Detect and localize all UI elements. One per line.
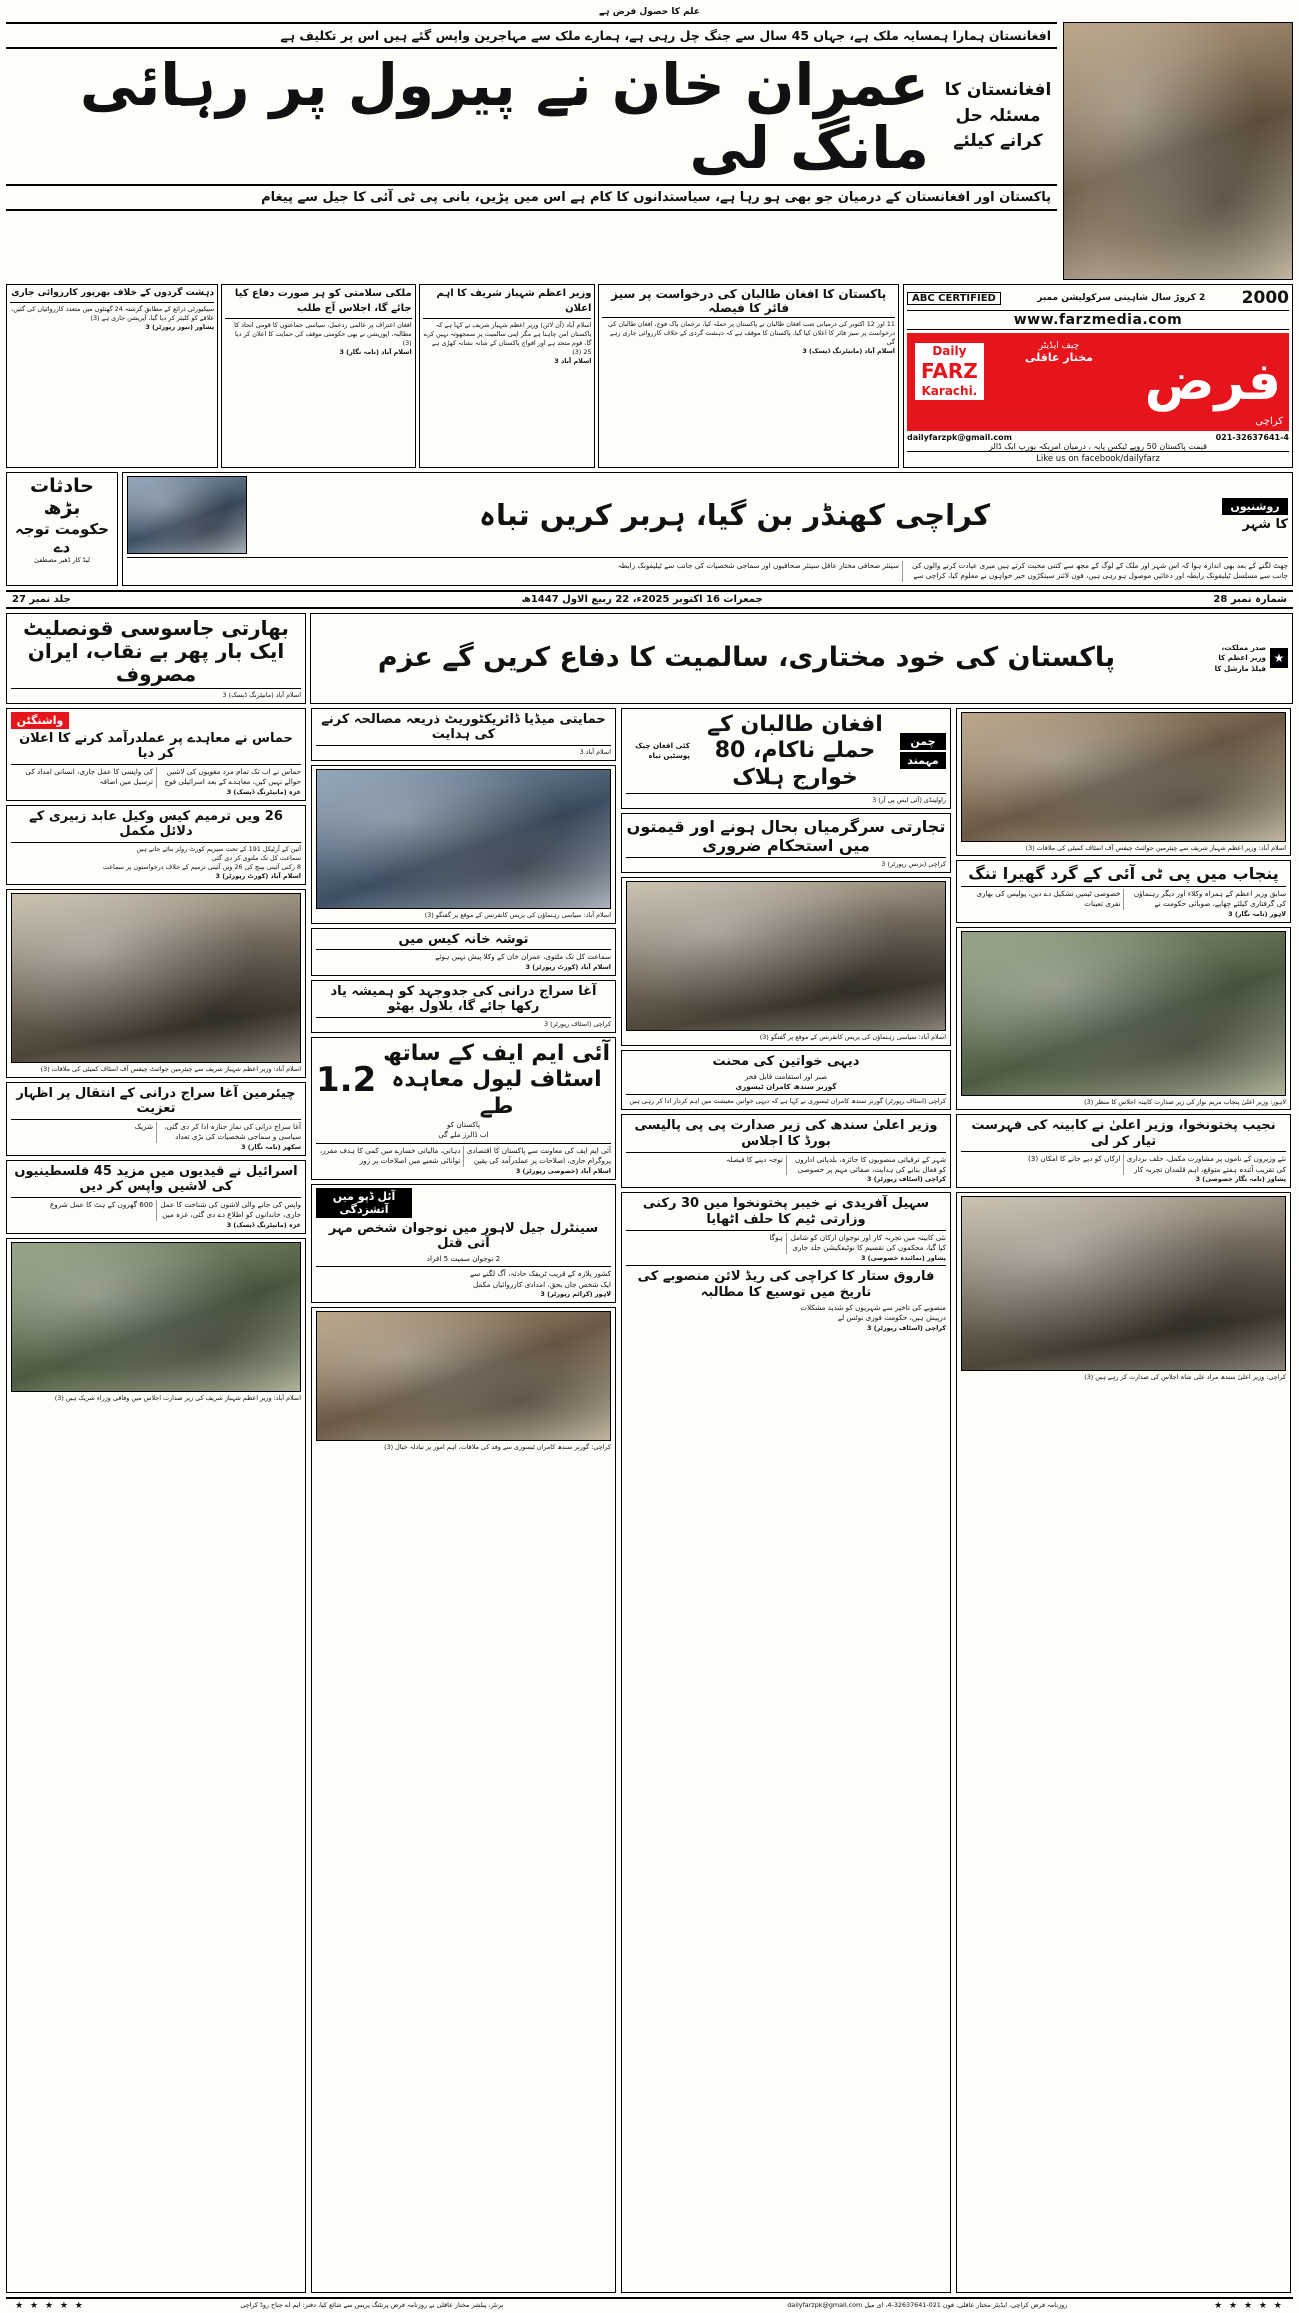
photo-block-3 bbox=[311, 765, 616, 924]
bilawal-headline: آغا سراج درانی کی جدوجہد کو ہمیشہ یاد رکھا جائے گا، بلاول بھٹو bbox=[330, 983, 597, 1015]
top-slogan: علم کا حصول فرض ہے bbox=[599, 7, 700, 17]
photo-block-4 bbox=[311, 1307, 616, 2293]
article-dehi bbox=[621, 1050, 951, 1110]
kp-cabinet-body: نئے وزیروں کے ناموں پر مشاورت مکمل، حلف برداری کی تقریب آئندہ ہفتے متوقع، اہم قلمدان تجربہ کار ارکان کو دیے جانے کا امکان (3) bbox=[1027, 1154, 1286, 1174]
israel-byline: غزہ (مانیٹرنگ ڈیسک) 3 bbox=[226, 1220, 301, 1229]
editor-name: مختار عاقلی bbox=[1025, 351, 1093, 364]
afridi-headline: سہیل آفریدی نے خیبر پختونخوا میں 30 رکنی وزارتی ٹیم کا حلف اٹھایا bbox=[642, 1196, 930, 1228]
accidents-sub: حکومت توجہ دے bbox=[15, 519, 109, 556]
top-brief-2 bbox=[419, 284, 596, 468]
karachi-lead-photo bbox=[127, 476, 247, 554]
article-israel bbox=[6, 1160, 306, 1234]
stability-byline: کراچی (بزنس رپورٹر) 3 bbox=[881, 860, 946, 869]
article-sindh-ppp bbox=[621, 1114, 951, 1188]
court26-byline: اسلام آباد (کورٹ رپورٹر) 3 bbox=[215, 871, 301, 880]
editor-label: چیف ایڈیٹر bbox=[1038, 341, 1080, 351]
gov-meet-byline: اسلام آباد 3 bbox=[579, 748, 611, 757]
top-brief-2-headline: وزیر اعظم شہباز شریف کا اہم اعلان bbox=[436, 288, 592, 314]
hamas-section-tag: واشنگٹن bbox=[11, 712, 69, 729]
article-psl bbox=[956, 860, 1291, 922]
lead-subhead: پاکستان اور افغانستان کے درمیان جو بھی ہو رہا ہے، سیاستدانوں کا کام ہے اس میں پڑیں، بانی پی ٹی آئی کا جیل سے پیغام bbox=[6, 184, 1057, 211]
price-line: قیمت پاکستان 50 روپے ٹیکس پایہ ، درمیان امریکہ یورپ ایک ڈالر bbox=[989, 442, 1207, 451]
top-brief-1-headline: پاکستان کا افغان طالبان کی درخواست پر سیز فائر کا فیصلہ bbox=[611, 287, 887, 315]
photo-cabinet-meeting bbox=[961, 931, 1286, 1096]
court26-bullet-2: سماعت کل تک ملتوی کر دی گئی bbox=[211, 854, 301, 863]
sovereignty-headline: پاکستان کی خود مختاری، سالمیت کا دفاع کریں گے عزم bbox=[377, 642, 1116, 674]
article-chairman bbox=[6, 1082, 306, 1156]
lead-side-line-2: مسئلہ حل bbox=[955, 105, 1041, 126]
masthead-nameplate bbox=[903, 284, 1293, 468]
hamas-byline: غزہ (مانیٹرنگ ڈیسک) 3 bbox=[226, 787, 301, 796]
lead-headline: عمران خان نے پیرول پر رہائی مانگ لی bbox=[79, 51, 929, 182]
article-bilawal bbox=[311, 980, 616, 1033]
toshakhana-headline: توشہ خانہ کیس میں bbox=[398, 931, 529, 947]
lead-kicker: افغانستان ہمارا ہمسایہ ملک ہے، جہاں 45 سال سے جنگ چل رہی ہے، ہمارے ملک سے مہاجرین واپس گئے ہیں اس پر تکلیف ہے bbox=[6, 22, 1057, 49]
top-brief-1 bbox=[598, 284, 899, 468]
farooq-headline: فاروق ستار کا کراچی کی ریڈ لائن منصوبے کی تاریخ میں توسیع کا مطالبہ bbox=[637, 1269, 935, 1301]
karachi-body: چھٹ لگنے کے بعد بھی اندازہ ہوا کہ اس شہر اور ملک کے لوگ کے مجھ سے کتنی محبت کرتے ہیں میری عیادت کرنے والوں کی جانب سے مسلسل ٹیلیفونک رابطہ اور دعائیں موصول ہو رہی ہیں، فون لائنز سینکڑوں خیر خواہوں نے معلوم کیا، کراچی سے سینئر صحافی مختار عاقل سینئر صحافیوں اور سماجی شخصیات کی جانب سے ٹیلیفونک رابطہ bbox=[617, 561, 1288, 581]
top-brief-4-headline: دہشت گردوں کے خلاف بھرپور کارروائی جاری bbox=[11, 288, 215, 298]
abc-number: 2000 bbox=[1241, 288, 1289, 308]
psl-byline: لاہور (نامہ نگار) 3 bbox=[1228, 909, 1286, 918]
footer-imprint: پرنٹر، پبلشر مختار عاقلی نے روزنامہ فرض پرنٹنگ پریس سے شائع کیا، دفتر: ایم اے جناح روڈ کراچی bbox=[240, 2301, 504, 2310]
photo-handshake bbox=[626, 881, 946, 1031]
footer-imprint-2: روزنامہ فرض کراچی، ایڈیٹر مختار عاقلی، فون 021-32637641-4، ای میل dailyfarzpk@gmail.com bbox=[787, 2301, 1068, 2310]
karachi-headline: کراچی کھنڈر بن گیا، ہربر کریں تباہ bbox=[478, 497, 990, 532]
india-consulate-byline: اسلام آباد (مانیٹرنگ ڈیسک) 3 bbox=[222, 690, 301, 699]
top-briefs bbox=[6, 284, 899, 468]
imf-sub2: اب ڈالرز ملے گی bbox=[438, 1130, 489, 1140]
photo-caption-3: اسلام آباد: سیاسی رہنماؤں کی پریس کانفرنس کے موقع پر گفتگو (3) bbox=[424, 911, 611, 919]
farooq-body: منصوبے کی تاخیر سے شہریوں کو شدید مشکلات درپیش ہیں، حکومت فوری نوٹس لے bbox=[800, 1302, 946, 1323]
photo-pm-meeting bbox=[961, 712, 1286, 842]
photo-block-5 bbox=[621, 877, 951, 1046]
imf-body: آئی ایم ایف کی معاونت سے پاکستان کا اقتصادی پروگرام جاری، اصلاحات پر عملدرآمد کی یقین دہانی، مالیاتی خسارے میں کمی کا ہدف مقرر، توانائی شعبے میں اصلاحات پر زور bbox=[319, 1145, 611, 1166]
bilawal-byline: کراچی (اسٹاف رپورٹر) 3 bbox=[544, 1019, 611, 1028]
dehi-sub: صبر اور استقامت قابل فخر bbox=[744, 1071, 828, 1081]
photo-caption-4: کراچی: گورنر سندھ کامران ٹیسوری سے وفد کی ملاقات، اہم امور پر تبادلہ خیال (3) bbox=[384, 1443, 611, 1452]
photo-block-1 bbox=[6, 889, 306, 1078]
lead-side-line-1: افغانستان کا bbox=[944, 80, 1052, 101]
abc-label: ABC CERTIFIED bbox=[912, 292, 996, 304]
photo-portrait-pair bbox=[316, 1311, 611, 1441]
photo-block-6 bbox=[956, 708, 1291, 857]
lead-photo-imran-khan bbox=[1063, 22, 1293, 280]
jail-murder-body: کشور پلازہ کے قریب ٹریفک حادثہ، آگ لگنے سے ایک شخص جاں بحق، امدادی کارروائیاں مکمل bbox=[470, 1269, 611, 1289]
sovereignty-band bbox=[6, 613, 1293, 704]
photo-meeting-2 bbox=[11, 1242, 301, 1392]
dehi-headline: دیہی خواتین کی محنت bbox=[712, 1053, 860, 1069]
farooq-byline: کراچی (اسٹاف رپورٹر) 3 bbox=[867, 1323, 946, 1332]
kp-cabinet-headline: نجیب پختونخوا، وزیر اعلیٰ نے کابینہ کی فہرست تیار کر لی bbox=[971, 1118, 1276, 1149]
afridi-byline: پشاور (نمائندہ خصوصی) 3 bbox=[860, 1253, 946, 1262]
photo-block-7 bbox=[956, 927, 1291, 1111]
psl-body: سابق وزیر اعظم کے ہمراہ وکلاء اور دیگر رہنماؤں کی گرفتاری کیلئے چھاپے، صوبائی حکومت نے خصوصی ٹیمیں تشکیل دے دیں، پولیس کی بھاری نفری تعینات bbox=[976, 888, 1286, 909]
page-footer bbox=[6, 2299, 1293, 2313]
date-bar bbox=[6, 590, 1293, 609]
afghan-80-sub-2: پوسٹیں تباہ bbox=[648, 751, 690, 761]
title-ur: فرض bbox=[1144, 352, 1281, 412]
top-brief-4-body: سیکیورٹی ذرائع کے مطابق گزشتہ 24 گھنٹوں میں متعدد کارروائیاں کی گئیں، علاقے کو کلیئر کر دیا گیا، آپریشن جاری ہے (3) bbox=[11, 305, 215, 323]
article-kp-cabinet bbox=[956, 1114, 1291, 1188]
sovereignty-box bbox=[310, 613, 1293, 704]
contact-phone: 021-32637641-4 bbox=[1215, 433, 1289, 442]
court26-bullet-3: 8 رکنی آئینی بینچ کی 26 ویں آئینی ترمیم کے خلاف درخواستوں پر سماعت bbox=[102, 863, 301, 871]
accidents-box bbox=[6, 472, 118, 586]
accidents-headline: حادثات بڑھ bbox=[30, 475, 94, 519]
dehi-body: کراچی (اسٹاف رپورٹر) گورنر سندھ کامران ٹیسوری نے کہا ہے کہ دیہی خواتین معیشت میں اہم کردار ادا کر رہی ہیں bbox=[629, 1097, 946, 1106]
dehi-byline: گورنر سندھ کامران ٹیسوری bbox=[735, 1082, 837, 1091]
karachi-kicker-2: کا شہر bbox=[1242, 517, 1288, 532]
lead-story bbox=[6, 22, 1293, 280]
top-brief-3-headline: ملکی سلامتی کو ہر صورت دفاع کیا جائے گا، اجلاس آج طلب bbox=[234, 288, 412, 314]
contact-email[interactable]: dailyfarzpk@gmail.com bbox=[907, 433, 1012, 442]
chairman-body: آغا سراج درانی کی نماز جنازہ ادا کر دی گئی، سیاسی و سماجی شخصیات کی بڑی تعداد شریک bbox=[134, 1121, 301, 1142]
court26-headline: 26 ویں ترمیم کیس وکیل عابد زبیری کے دلائل مکمل bbox=[29, 808, 283, 840]
sindh-ppp-body: شہر کے ترقیاتی منصوبوں کا جائزہ، بلدیاتی اداروں کو فعال بنانے کی ہدایت، صفائی مہم پر خصوصی توجہ دینے کا فیصلہ bbox=[726, 1154, 946, 1175]
column-1 bbox=[6, 708, 306, 2293]
facebook-link[interactable]: Like us on facebook/dailyfarz bbox=[907, 451, 1289, 464]
photo-caption-7: لاہور: وزیر اعلیٰ پنجاب مریم نواز کی زیر صدارت کابینہ اجلاس کا منظر (3) bbox=[1084, 1097, 1286, 1106]
imf-headline: آئی ایم ایف کے ساتھ اسٹاف لیول معاہدہ طے bbox=[383, 1040, 611, 1119]
nameplate-footer bbox=[907, 431, 1289, 442]
israel-headline: اسرائیل نے قیدیوں میں مزید 45 فلسطینیوں کی لاشیں واپس کر دیں bbox=[14, 1163, 298, 1195]
article-hamas bbox=[6, 708, 306, 801]
abc-badge bbox=[907, 292, 1001, 305]
afghan-80-sub-1: کئی افغان چیک bbox=[635, 740, 690, 750]
article-afghan-80 bbox=[621, 708, 951, 809]
editor-block bbox=[1025, 341, 1093, 364]
photo-caption-2: اسلام آباد: وزیر اعظم شہباز شریف کی زیر صدارت اجلاس میں وفاقی وزراء شریک ہیں (3) bbox=[54, 1393, 301, 1402]
masthead-logo-en bbox=[915, 343, 984, 400]
article-stability bbox=[621, 813, 951, 873]
title-en: FARZ bbox=[921, 359, 978, 383]
jail-murder-sub: 2 نوجوان سمیت 5 افراد bbox=[426, 1253, 501, 1263]
photo-sindh-meeting bbox=[961, 1196, 1286, 1371]
stability-headline: تجارتی سرگرمیاں بحال ہونے اور قیمتوں میں استحکام ضروری bbox=[626, 816, 946, 856]
gov-meet-headline: حمایتی میڈیا ڈائریکٹوریٹ ذریعہ مصالحہ کرنے کی ہدایت bbox=[321, 711, 606, 743]
sovereignty-tags bbox=[1182, 643, 1266, 674]
jail-murder-headline: سینٹرل جیل لاہور میں نوجوان شخص مہر آتی قتل bbox=[328, 1220, 599, 1252]
afridi-body: نئی کابینہ میں تجربہ کار اور نوجوان ارکان کو شامل کیا گیا، محکموں کی تقسیم کا نوٹیفکیشن جلد جاری ہوگا bbox=[769, 1232, 946, 1253]
afghan-80-headline: افغان طالبان کے حملے ناکام، 80 خوارج ہلاک bbox=[707, 711, 883, 790]
india-consulate-headline: بھارتی جاسوسی قونصلیٹ ایک بار پھر بے نقاب، ایران مصروف bbox=[23, 615, 289, 686]
toshakhana-sub: سماعت کل تک ملتوی، عمران خان کے وکلا پیش نہیں ہوئے bbox=[435, 952, 611, 962]
nameplate-row bbox=[6, 284, 1293, 468]
sindh-ppp-byline: کراچی (اسٹاف رپورٹر) 3 bbox=[867, 1175, 946, 1184]
daily-label: Daily bbox=[932, 344, 967, 358]
psl-headline: پنجاب میں پی ٹی آئی کے گرد گھیرا تنگ bbox=[968, 864, 1279, 884]
column-3 bbox=[621, 708, 951, 2293]
column-4 bbox=[956, 708, 1291, 2293]
israel-body: واپس کی جانے والی لاشوں کی شناخت کا عمل جاری، خاندانوں کو اطلاع دے دی گئی، غزہ میں 600 گھروں کے ہٹ کا عمل شروع bbox=[49, 1199, 301, 1220]
footer-stars: ★ ★ ★ ★ ★ bbox=[15, 2300, 85, 2311]
top-brief-3-body: افغان اعتراف پر عالمی ردعمل، سیاسی جماعتوں کا قومی اتحاد کا مطالبہ، اپوزیشن نے بھی حکومتی موقف کی حمایت کا اعلان کر دیا (3) bbox=[234, 321, 412, 347]
article-jail-murder bbox=[311, 1184, 616, 1303]
city-ur: کراچی bbox=[1255, 416, 1283, 427]
article-imf bbox=[311, 1037, 616, 1180]
top-brief-4 bbox=[6, 284, 218, 468]
hamas-headline: حماس نے معاہدے پر عملدرآمد کرنے کا اعلان کر دیا bbox=[19, 730, 293, 762]
photo-caption-6: اسلام آباد: وزیر اعظم شہباز شریف سے چیئرمین جوائنٹ چیفس آف اسٹاف کمیٹی کی ملاقات (3) bbox=[1025, 843, 1286, 852]
lead-side-line-3: کرانے کیلئے bbox=[953, 131, 1043, 152]
article-afridi bbox=[621, 1192, 951, 2292]
india-consulate-box bbox=[6, 613, 306, 704]
top-brief-1-byline: اسلام آباد (مانیٹرنگ ڈیسک) 3 bbox=[802, 346, 895, 355]
sindh-ppp-headline: وزیر اعلیٰ سندھ کی زیر صدارت پی پی پالیسی بورڈ کا اجلاس bbox=[634, 1118, 938, 1149]
photo-caption-8: کراچی: وزیر اعلیٰ سندھ مراد علی شاہ اجلاس کی صدارت کر رہے ہیں (3) bbox=[1084, 1373, 1286, 1382]
volume-number: جلد نمبر 27 bbox=[12, 593, 71, 605]
hamas-body: حماس نے اب تک تمام مرد مغویوں کی لاشیں حوالے نہیں کیں، معاہدے کے بعد اسرائیلی فوج کی واپسی کا عمل جاری، انسانی امداد کی ترسیل میں اضافہ bbox=[25, 767, 301, 787]
photo-block-2 bbox=[6, 1238, 306, 2293]
kp-cabinet-byline: پشاور (نامہ نگار خصوصی) 3 bbox=[1195, 1175, 1286, 1184]
column-2 bbox=[311, 708, 616, 2293]
jail-murder-byline: لاہور (کرائم رپورٹر) 3 bbox=[540, 1290, 611, 1299]
article-court26 bbox=[6, 805, 306, 885]
photo-block-8 bbox=[956, 1192, 1291, 2293]
imf-byline: اسلام آباد (خصوصی رپورٹر) 3 bbox=[515, 1166, 611, 1175]
karachi-kicker-1: روشنیوں bbox=[1222, 498, 1288, 515]
top-brief-2-body: اسلام آباد (آن لائن) وزیر اعظم شہباز شریف نے کہا ہے کہ پاکستان امن چاہتا ہے مگر اپنی سالمیت پر سمجھوتہ نہیں کرے گا، قوم متحد ہے اور افواج پاکستان کے شانہ بشانہ کھڑی ہے 25 (3) bbox=[423, 321, 592, 356]
afghan-80-byline: راولپنڈی (آئی ایس پی آر) 3 bbox=[872, 796, 946, 805]
footer-stars-2: ★ ★ ★ ★ ★ bbox=[1214, 2300, 1284, 2311]
afghan-80-tag-2: مہمند bbox=[900, 752, 946, 769]
imf-sub: پاکستان کو bbox=[446, 1119, 481, 1129]
issue-date: جمعرات 16 اکتوبر 2025ء، 22 ربیع الاول 1447ھ bbox=[521, 593, 763, 605]
website-url[interactable]: www.farzmedia.com bbox=[907, 311, 1289, 330]
top-brief-4-byline: پشاور (نیوز رپورٹر) 3 bbox=[145, 322, 215, 331]
issue-number: شمارہ نمبر 28 bbox=[1213, 593, 1287, 605]
top-brief-2-byline: اسلام آباد 3 bbox=[554, 356, 592, 365]
sovereignty-tag-1: صدر مملکت، bbox=[1221, 642, 1266, 652]
top-brief-3-byline: اسلام آباد (نامہ نگار) 3 bbox=[339, 347, 412, 356]
photo-caption-5: اسلام آباد: سیاسی رہنماؤں کی پریس کانفرنس کے موقع پر گفتگو (3) bbox=[759, 1033, 946, 1042]
abc-bar bbox=[907, 288, 1289, 311]
masthead-logo bbox=[907, 333, 1289, 431]
photo-press-conference bbox=[316, 769, 611, 909]
abc-circulation-line: 2 کروڑ سال شاہینی سرکولیشن ممبر bbox=[1037, 293, 1206, 303]
toshakhana-byline: اسلام آباد (کورٹ رپورٹر) 3 bbox=[525, 962, 611, 971]
karachi-lead bbox=[122, 472, 1293, 586]
photo-caption-1: اسلام آباد: وزیر اعظم شہباز شریف سے چیئرمین جوائنٹ چیفس آف اسٹاف کمیٹی کی ملاقات (3) bbox=[40, 1064, 301, 1073]
article-gov-meet bbox=[311, 708, 616, 761]
article-toshakhana bbox=[311, 928, 616, 976]
top-brief-3 bbox=[221, 284, 415, 468]
photo-meeting-1 bbox=[11, 893, 301, 1063]
city-en: Karachi. bbox=[921, 384, 978, 398]
afghan-80-tag-1: چمن bbox=[900, 733, 946, 750]
top-brief-1-body: 11 اور 12 اکتوبر کی درمیانی شب افغان طالبان نے پاکستان پر حملہ کیا، ترجمان پاک فوج، افغان طالبان کی درخواست پر سیز فائر کا اعلان کیا گیا، پاکستان کا موقف ہے کہ دہشت گردی کے خلاف کارروائی جاری رہے گی bbox=[607, 320, 895, 346]
sovereignty-tag-3: فیلڈ مارشل کا bbox=[1214, 663, 1266, 673]
imf-amount: 1.2 bbox=[316, 1060, 377, 1101]
court26-bullet-1: آئین کے آرٹیکل 191 کے تحت سپریم کورٹ رولز بنائے جاتے ہیں bbox=[136, 845, 301, 854]
lead-side-kicker bbox=[939, 52, 1057, 181]
oil-depot-tag: آئل ڈپو میں آتشزدگی bbox=[316, 1188, 412, 1218]
sovereignty-side-tag: ★ bbox=[1270, 648, 1288, 668]
accidents-byline: لیڈ کار ڈھیر مصطفیٰ bbox=[34, 555, 90, 564]
sovereignty-tag-2: وزیر اعظم کا bbox=[1218, 653, 1266, 663]
chairman-headline: چیئرمین آغا سراج درانی کے انتقال پر اظہار تعزیت bbox=[16, 1085, 296, 1117]
main-grid bbox=[6, 708, 1293, 2293]
second-lead-band bbox=[6, 472, 1293, 586]
chairman-byline: سکھر (نامہ نگار) 3 bbox=[241, 1142, 301, 1151]
